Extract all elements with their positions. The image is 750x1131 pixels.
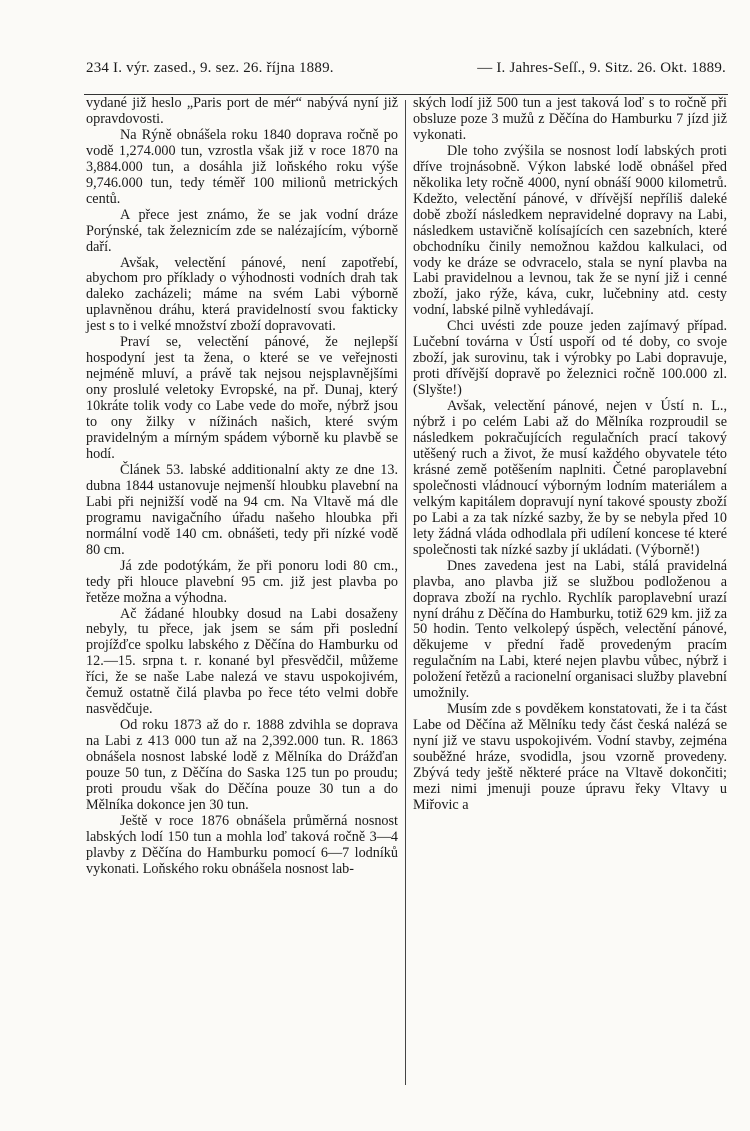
paragraph: vydané již heslo „Paris port de mér“ nabývá nyní již opravdovosti.	[86, 95, 398, 127]
left-column	[86, 96, 398, 878]
header-right: — I. Jahres-Seſſ., 9. Sitz. 26. Okt. 1889.	[477, 60, 726, 76]
header-left: 234 I. výr. zased., 9. sez. 26. října 1889.	[86, 60, 334, 76]
paragraph: Ještě v roce 1876 obnášela průměrná nosnost labských lodí 150 tun a mohla loď taková ročně 3—4 plavby z Děčína do Hamburku pomocí 6—7 lodníků vykonati. Loňského roku obnášela nosnost lab-	[86, 812, 398, 877]
paragraph: Avšak, velectění pánové, není zapotřebí, abychom pro příklady o výhodnosti vodních drah tak daleko zacházeli; máme na svém Labi výborně uplavněnou dráhu, která pravidelností svou fakticky jest s to i velké množství zboží dopravovati.	[86, 254, 398, 335]
column-divider	[405, 100, 406, 1085]
running-header	[86, 60, 726, 82]
paragraph: Chci uvésti zde pouze jeden zajímavý případ. Lučební továrna v Ústí uspoří od té doby, co svoje zboží, jak surovinu, tak i výrobky po Labi dopravuje, proti dřívější dopravě po železnici ročně 100.000 zl. (Slyšte!)	[413, 318, 727, 399]
paragraph: Od roku 1873 až do r. 1888 zdvihla se doprava na Labi z 413 000 tun až na 2,392.000 tun. R. 1863 obnášela nosnost labské lodě z Mělníka do Drážďan pouze 50 tun, z Děčína do Saska 125 tun po proudu; proti proudu však do Děčína pouze 30 tun a do Mělníka dokonce jen 30 tun.	[86, 717, 398, 813]
paragraph: Dle toho zvýšila se nosnost lodí labských proti dříve trojnásobně. Výkon labské lodě obnášel před několika lety ročně 4000, nyní obnáší 9000 kilometrů. Kdežto, velectění pánové, v dřívější nepříliš daleké době zboží následkem nepravidelné dopravy na Labi, následkem ustavičně kolísajících cen sazebních, které obchodníku činily nemožnou každou kalkulaci, od vody ke dráze se odvracelo, stala se nyní plavba na Labi pravidelnou a levnou, tak že se nyní již i cenné zboží, jako rýže, káva, cukr, lučebniny atd. cesty vodní, labské pilně vyhledávají.	[413, 142, 727, 319]
right-column	[413, 96, 727, 814]
paragraph: Já zde podotýkám, že při ponoru lodi 80 cm., tedy při hlouce plavební 95 cm. již jest plavba po řetěze možna a výhodna.	[86, 557, 398, 606]
paragraph: Článek 53. labské additionalní akty ze dne 13. dubna 1844 ustanovuje nejmenší hloubku plavební na Labi při nejnižší vodě na 94 cm. Na Vltavě má dle programu navigačního úřadu našeho hloubka při normální vodě 140 cm. obnášeti, tedy při nízké vodě 80 cm.	[86, 461, 398, 558]
paragraph: Musím zde s povděkem konstatovati, že i ta část Labe od Děčína až Mělníku tedy část česká nalézá se nyní již ve stavu uspokojivém. Vodní stavby, zejména souběžné hráze, svodidla, jsou vzorně provedeny. Zbývá tedy ještě některé práce na Vltavě dokončiti; mezi nimi jmenuji pouze úpravu řeky Vltavy u Miřovic a	[413, 701, 727, 813]
paragraph: Dnes zavedena jest na Labi, stálá pravidelná plavba, ano plavba již se službou podloženou a doprava zboží na rychlo. Rychlík paroplavební urazí nyní dráhu z Děčína do Hamburku, totiž 629 km. již za 50 hodin. Tento velkolepý úspěch, velectění pánové, děkujeme v přední řadě provedeným pracím regulačním na Labi, které nejen plavbu vůbec, nýbrž i položení řetězů a racionelní organisaci služby plavební umožnily.	[413, 557, 727, 702]
paragraph: Ač žádané hloubky dosud na Labi dosaženy nebyly, tu přece, jak jsem se sám při poslední projížďce spolku labského z Děčína do Hamburku od 12.—15. srpna t. r. konané byl přesvědčil, můžeme říci, že se naše Labe nalezá ve stavu uspokojivém, čemuž ostatně čilá plavba po řece této velmi dobře nasvědčuje.	[86, 605, 398, 718]
paragraph: Avšak, velectění pánové, nejen v Ústí n. L., nýbrž i po celém Labi až do Mělníka rozproudil se následkem pokračujících regulačních prací takový utěšený ruch a život, že musí každého obyvatele této krásné země potěšením naplniti. Četné paroplavební společnosti vládnoucí výborným lodním materiálem a velkým kapitálem dopravují nyní takové spousty zboží po Labi a za tak nízké sazby, že by se nebyla před 10 lety žádná vláda odhodlala při udílení koncese té které společnosti tak nízké sazby jí ukládati. (Výborně!)	[413, 398, 727, 558]
paragraph: Na Rýně obnášela roku 1840 doprava ročně po vodě 1,274.000 tun, vzrostla však již v roce 1870 na 3,884.000 tun, a dosáhla již loňského roku výše 9,746.000 tun, tedy téměř 100 milionů metrických centů.	[86, 126, 398, 207]
paragraph: ských lodí již 500 tun a jest taková loď s to ročně při obsluze poze 3 mužů z Děčína do Hamburku 7 jízd již vykonati.	[413, 95, 727, 143]
paragraph: A přece jest známo, že se jak vodní dráze Porýnské, tak železnicím zde se nalézajícím, výborně daří.	[86, 206, 398, 255]
paragraph: Praví se, velectění pánové, že nejlepší hospodyní jest ta žena, o které se ve veřejnosti nejméně mluví, a právě tak nejsou nejsplavnějšími ony proslulé veletoky Evropské, na př. Dunaj, který 10kráte tolik vody co Labe vede do moře, nýbrž jsou to ony žilky v nížinách našich, které svým pravidelným a mírným spádem výborně ku plavbě se hodí.	[86, 334, 398, 462]
